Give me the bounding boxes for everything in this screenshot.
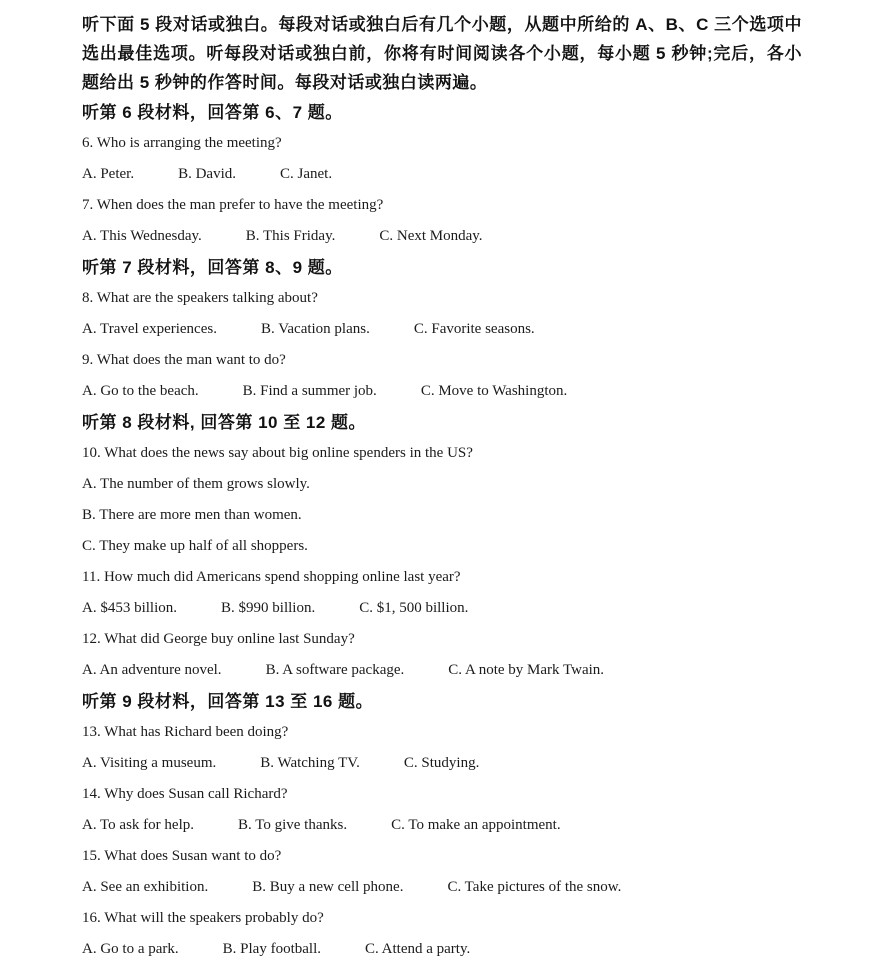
options-row — [82, 469, 802, 562]
answer-option: A. See an exhibition. — [82, 879, 209, 895]
options-row — [82, 810, 802, 841]
options-row — [82, 655, 802, 686]
question-block — [82, 624, 802, 686]
options-row — [82, 748, 802, 779]
section-header: 听第 7 段材料，回答第 8、9 题。 — [82, 258, 343, 277]
answer-option: A. Visiting a museum. — [82, 755, 217, 771]
section-header: 听第 8 段材料, 回答第 10 至 12 题。 — [82, 413, 367, 432]
question-prompt: 13. What has Richard been doing? — [82, 724, 289, 740]
options-row — [82, 221, 802, 252]
answer-option: C. Next Monday. — [379, 228, 483, 244]
answer-option: B. Vacation plans. — [260, 321, 370, 337]
answer-option: B. Find a summer job. — [242, 383, 377, 399]
answer-option: B. A software package. — [265, 662, 405, 678]
question-prompt: 8. What are the speakers talking about? — [82, 290, 318, 306]
answer-option: C. Take pictures of the snow. — [447, 879, 622, 895]
answer-option: A. The number of them grows slowly. — [82, 476, 310, 492]
question-prompt: 9. What does the man want to do? — [82, 352, 286, 368]
listening-instructions: 听下面 5 段对话或独白。每段对话或独白后有几个小题，从题中所给的 A、B、C 三个选项中选出最佳选项。听每段对话或独白前，你将有时间阅读各个小题，每小题 5 秒钟;完后，各小题给出 5 秒钟的作答时间。每段对话或独白读两遍。 — [82, 15, 802, 92]
section-questions — [82, 438, 802, 686]
answer-option: B. Buy a new cell phone. — [252, 879, 404, 895]
question-prompt: 6. Who is arranging the meeting? — [82, 135, 282, 151]
question-block — [82, 903, 802, 965]
material-section — [82, 407, 802, 686]
answer-option: B. To give thanks. — [238, 817, 348, 833]
question-prompt: 10. What does the news say about big online spenders in the US? — [82, 445, 473, 461]
question-prompt: 14. Why does Susan call Richard? — [82, 786, 288, 802]
question-block — [82, 562, 802, 624]
question-block — [82, 438, 802, 562]
question-prompt: 11. How much did Americans spend shopping online last year? — [82, 569, 461, 585]
answer-option: C. Favorite seasons. — [413, 321, 535, 337]
answer-option: A. $453 billion. — [82, 600, 178, 616]
answer-option: A. This Wednesday. — [82, 228, 202, 244]
answer-option: C. Janet. — [280, 166, 333, 182]
options-row — [82, 934, 802, 965]
answer-option: C. Move to Washington. — [420, 383, 568, 399]
answer-option: B. $990 billion. — [221, 600, 316, 616]
question-block — [82, 190, 802, 252]
answer-option: C. To make an appointment. — [391, 817, 561, 833]
answer-option: A. To ask for help. — [82, 817, 194, 833]
options-row — [82, 314, 802, 345]
material-section — [82, 97, 802, 252]
question-sections — [82, 97, 802, 965]
question-prompt: 16. What will the speakers probably do? — [82, 910, 324, 926]
section-header: 听第 9 段材料，回答第 13 至 16 题。 — [82, 692, 374, 711]
question-block — [82, 128, 802, 190]
answer-option: B. There are more men than women. — [82, 507, 302, 523]
answer-option: B. David. — [178, 166, 236, 182]
answer-option: A. An adventure novel. — [82, 662, 222, 678]
section-questions — [82, 128, 802, 252]
answer-option: B. Play football. — [222, 941, 321, 957]
answer-option: A. Go to a park. — [82, 941, 179, 957]
answer-option: A. Travel experiences. — [82, 321, 217, 337]
answer-option: B. This Friday. — [245, 228, 336, 244]
answer-option: C. $1, 500 billion. — [359, 600, 469, 616]
answer-option: B. Watching TV. — [260, 755, 360, 771]
answer-option: C. Studying. — [403, 755, 480, 771]
material-section — [82, 686, 802, 965]
section-questions — [82, 717, 802, 965]
question-prompt: 7. When does the man prefer to have the meeting? — [82, 197, 384, 213]
question-prompt: 15. What does Susan want to do? — [82, 848, 282, 864]
material-section — [82, 252, 802, 407]
answer-option: C. Attend a party. — [364, 941, 471, 957]
question-block — [82, 345, 802, 407]
options-row — [82, 159, 802, 190]
options-row — [82, 593, 802, 624]
section-header: 听第 6 段材料，回答第 6、7 题。 — [82, 103, 343, 122]
question-prompt: 12. What did George buy online last Sunday? — [82, 631, 355, 647]
answer-option: A. Peter. — [82, 166, 135, 182]
question-block — [82, 779, 802, 841]
question-block — [82, 717, 802, 779]
answer-option: C. They make up half of all shoppers. — [82, 538, 308, 554]
answer-option: C. A note by Mark Twain. — [448, 662, 605, 678]
answer-option: A. Go to the beach. — [82, 383, 199, 399]
options-row — [82, 376, 802, 407]
options-row — [82, 872, 802, 903]
section-questions — [82, 283, 802, 407]
question-block — [82, 841, 802, 903]
question-block — [82, 283, 802, 345]
